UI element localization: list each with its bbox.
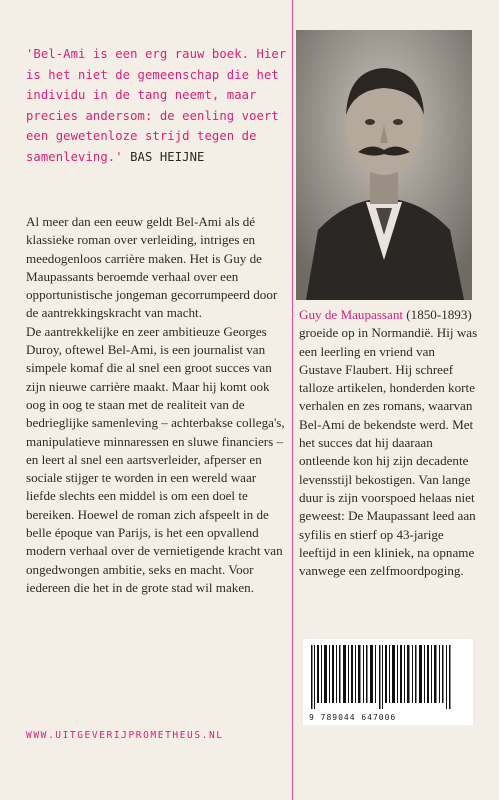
isbn-number: 9 789044 647006: [309, 713, 397, 722]
portrait-illustration: [296, 30, 472, 300]
quote-text: 'Bel-Ami is een erg rauw boek. Hier is het niet de gemeenschap die het individu in de tang neemt, maar precies andersom: de eenling voert een gewetenloze strijd tegen de samenleving.': [26, 47, 287, 164]
publisher-url[interactable]: WWW.UITGEVERIJPROMETHEUS.NL: [26, 730, 224, 741]
description-paragraph-1: Al meer dan een eeuw geldt Bel-Ami als dé klassieke roman over verleiding, intriges en meedogenloos carrière maken. Het is Guy de Maupassants beroemde verhaal over een opportunistische jongeman gecorrumpeerd door de aantrekkingskracht van macht.: [26, 214, 278, 321]
book-description: [26, 213, 288, 597]
author-bio: [299, 306, 479, 580]
description-paragraph-2: De aantrekkelijke en zeer ambitieuze Georges Duroy, oftewel Bel-Ami, is een journalist van simpele komaf die al snel een groot succes van zijn nieuwe carrière maakt. Maar hij komt ook oog in oog te staan met de realiteit van de bedrieglijke samenleving – achterbakse collega's, manipulatieve minnaressen en sluwe financiers – en leert al snel een aartsverleider, afperser en sociale stijger te worden in een wereld waar liefde slechts een middel is om een doel te bereiken. Hoewel de roman zich afspeelt in de belle époque van Parijs, is het een opvallend modern verhaal over de vernietigende kracht van ongedwongen ambitie, seks en macht. Voor iedereen die het in de grote stad wil maken.: [26, 323, 285, 595]
quote-author: BAS HEIJNE: [130, 149, 205, 164]
author-portrait: [296, 30, 472, 300]
author-name: Guy de Maupassant: [299, 307, 404, 322]
author-bio-text: (1850-1893) groeide op in Normandië. Hij was een leerling en vriend van Gustave Flaubert. Hij schreef talloze artikelen, honderden korte verhalen en zes romans, waarvan Bel-Ami de bekendste werd. Met het succes dat hij daaraan ontleende kon hij zijn decadente levensstijl bekostigen. Van lange duur is zijn voorspoed helaas niet geweest: De Maupassant leed aan syfilis en stierf op 43-jarige leeftijd in een kliniek, na opname vanwege een zelfmoordpoging.: [299, 307, 478, 579]
pink-divider-line: [292, 0, 293, 800]
back-cover-quote: [26, 44, 288, 167]
